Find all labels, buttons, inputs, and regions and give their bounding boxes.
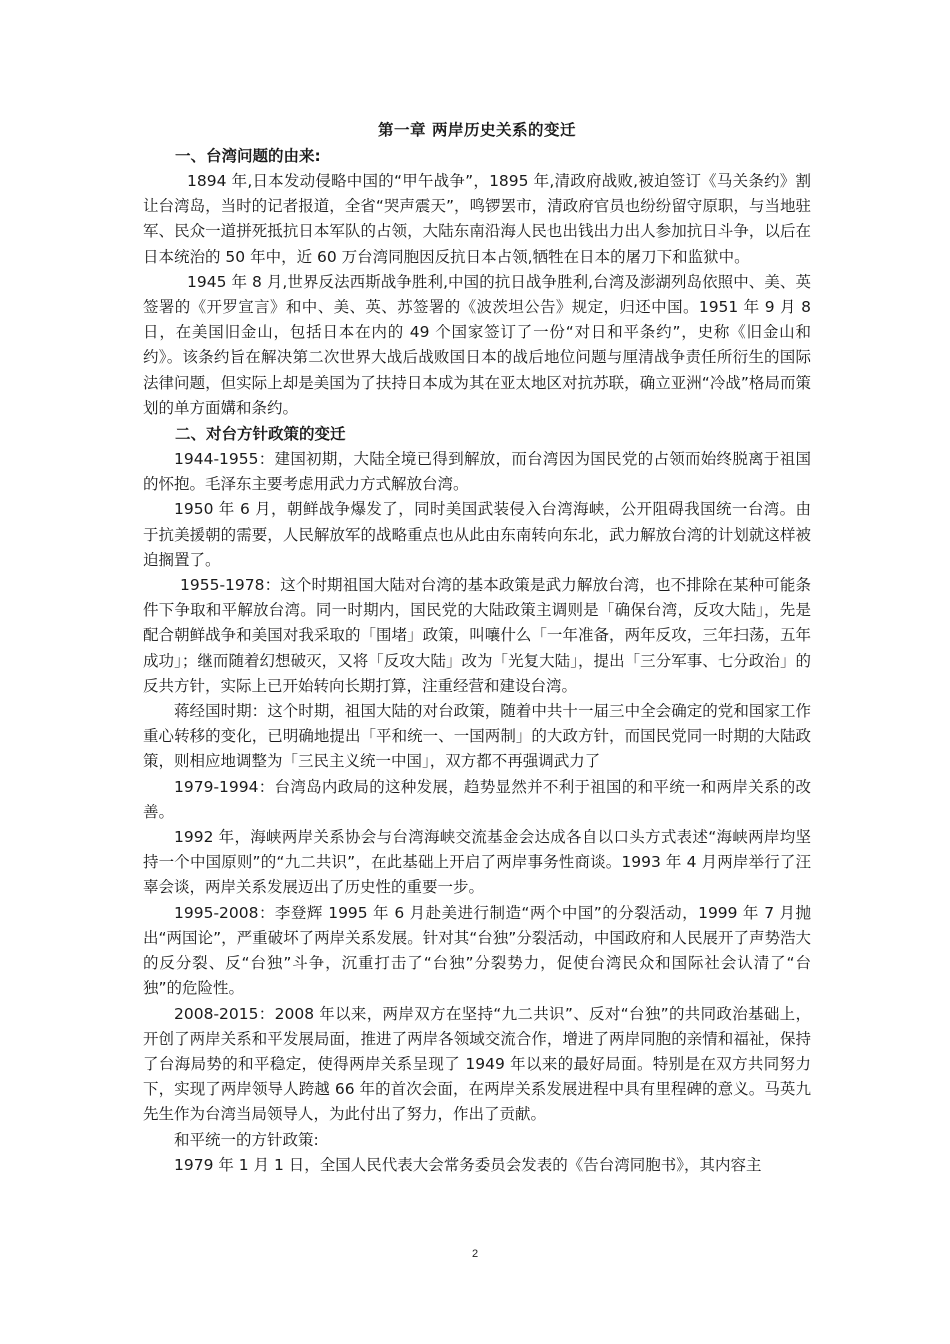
chapter-title: 第一章 两岸历史关系的变迁: [378, 121, 576, 139]
page-number: 2: [471, 1248, 479, 1260]
paragraph: 2008-2015：2008 年以来，两岸双方在坚持“九二共识”、反对“台独”的共同政治基础上，开创了两岸关系和平发展局面，推进了两岸各领域交流合作，增进了两岸同胞的亲情和福祉，保持了台海局势的和平稳定，使得两岸关系呈现了 1949 年以来的最好局面。特别是在双方共同努力下，实现了两岸领导人跨越 66 年的首次会面，在两岸关系发展进程中具有里程碑的意义。马英九先生作为台湾当局领导人，为此付出了努力，作出了贡献。: [143, 1004, 811, 1124]
section-heading-origin: 一、台湾问题的由来:: [175, 147, 321, 165]
paragraph: 1894 年,日本发动侵略中国的“甲午战争”，1895 年,清政府战败,被迫签订《马关条约》割让台湾岛，当时的记者报道，全省“哭声震天”，鸣锣罢市，清政府官员也纷纷留守原职，与当地驻军、民众一道拼死抵抗日本军队的占领，大陆东南沿海人民也出钱出力出人参加抗日斗争，以后在日本统治的 50 年中，近 60 万台湾同胞因反抗日本占领,牺牲在日本的屠刀下和监狱中。: [143, 172, 811, 266]
paragraph: 蒋经国时期：这个时期，祖国大陆的对台政策，随着中共十一届三中全会确定的党和国家工作重心转移的变化，已明确地提出「平和统一、一国两制」的大政方针，而国民党同一时期的大陆政策，则相应地调整为「三民主义统一中国」，双方都不再强调武力了: [143, 702, 811, 771]
paragraph: 1979-1994：台湾岛内政局的这种发展，趋势显然并不利于祖国的和平统一和两岸关系的改善。: [143, 777, 811, 821]
paragraph: 1992 年，海峡两岸关系协会与台湾海峡交流基金会达成各自以口头方式表述“海峡两岸均坚持一个中国原则”的“九二共识”，在此基础上开启了两岸事务性商谈。1993 年 4 月两岸举行了汪辜会谈，两岸关系发展迈出了历史性的重要一步。: [143, 828, 811, 897]
page-content: [143, 117, 811, 1178]
paragraph: 1955-1978：这个时期祖国大陆对台湾的基本政策是武力解放台湾，也不排除在某种可能条件下争取和平解放台湾。同一时期内，国民党的大陆政策主调则是「确保台湾，反攻大陆」，先是配合朝鲜战争和美国对我采取的「围堵」政策，叫嚷什么「一年准备，两年反攻，三年扫荡，五年成功」；继而随着幻想破灭，又将「反攻大陆」改为「光复大陆」，提出「三分军事、七分政治」的反共方针，实际上已开始转向长期打算，注重经营和建设台湾。: [143, 576, 811, 695]
paragraph: 1945 年 8 月,世界反法西斯战争胜利,中国的抗日战争胜利,台湾及澎湖列岛依照中、美、英签署的《开罗宣言》和中、美、英、苏签署的《波茨坦公告》规定，归还中国。1951 年 9 月 8 日，在美国旧金山，包括日本在内的 49 个国家签订了一份“对日和平条约”，史称《旧金山和约》。该条约旨在解决第二次世界大战后战败国日本的战后地位问题与厘清战争责任所衍生的国际法律问题，但实际上却是美国为了扶持日本成为其在亚太地区对抗苏联，确立亚洲“冷战”格局而策划的单方面媾和条约。: [143, 272, 811, 417]
paragraph: 1995-2008：李登辉 1995 年 6 月赴美进行制造“两个中国”的分裂活动，1999 年 7 月抛出“两国论”，严重破坏了两岸关系发展。针对其“台独”分裂活动，中国政府和人民展开了声势浩大的反分裂、反“台独”斗争，沉重打击了“台独”分裂势力，促使台湾民众和国际社会认清了“台独”的危险性。: [143, 903, 811, 998]
paragraph: 1944-1955：建国初期，大陆全境已得到解放，而台湾因为国民党的占领而始终脱离于祖国的怀抱。毛泽东主要考虑用武力方式解放台湾。: [143, 450, 811, 494]
section-heading-policy: 二、对台方针政策的变迁: [175, 425, 346, 444]
paragraph: 1979 年 1 月 1 日，全国人民代表大会常务委员会发表的《告台湾同胞书》，其内容主: [174, 1155, 762, 1174]
paragraph: 1950 年 6 月，朝鲜战争爆发了，同时美国武装侵入台湾海峡，公开阻碍我国统一台湾。由于抗美援朝的需要，人民解放军的战略重点也从此由东南转向东北，武力解放台湾的计划就这样被迫搁置了。: [143, 500, 811, 569]
paragraph: 和平统一的方针政策:: [174, 1130, 319, 1149]
